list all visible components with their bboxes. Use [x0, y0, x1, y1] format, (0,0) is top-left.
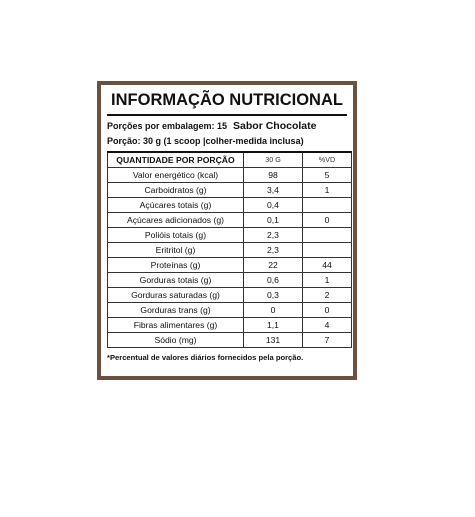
- nutrient-amount: 0,3: [244, 288, 303, 303]
- table-row: [108, 318, 352, 333]
- nutrient-amount: 131: [244, 333, 303, 348]
- nutrient-name: Carboidratos (g): [108, 183, 244, 198]
- nutrient-dv: 4: [303, 318, 352, 333]
- table-row: [108, 183, 352, 198]
- header-dv: %VD: [303, 152, 352, 168]
- nutrition-label: [101, 85, 353, 376]
- nutrient-dv: [303, 198, 352, 213]
- label-title: INFORMAÇÃO NUTRICIONAL: [107, 89, 347, 116]
- nutrition-table-body: [108, 168, 352, 348]
- nutrient-dv: 44: [303, 258, 352, 273]
- table-row: [108, 228, 352, 243]
- nutrient-dv: 1: [303, 183, 352, 198]
- nutrient-dv: 2: [303, 288, 352, 303]
- nutrient-amount: 1,1: [244, 318, 303, 333]
- table-row: [108, 258, 352, 273]
- nutrient-amount: 0,6: [244, 273, 303, 288]
- nutrient-dv: 0: [303, 213, 352, 228]
- nutrient-dv: 7: [303, 333, 352, 348]
- nutrient-name: Gorduras trans (g): [108, 303, 244, 318]
- nutrient-name: Valor energético (kcal): [108, 168, 244, 183]
- nutrient-name: Açúcares totais (g): [108, 198, 244, 213]
- nutrient-dv: 5: [303, 168, 352, 183]
- table-row: [108, 213, 352, 228]
- nutrient-amount: 0,1: [244, 213, 303, 228]
- nutrient-dv: 0: [303, 303, 352, 318]
- nutrient-amount: 2,3: [244, 243, 303, 258]
- nutrient-amount: 22: [244, 258, 303, 273]
- header-amount: 30 G: [244, 152, 303, 168]
- nutrient-name: Sódio (mg): [108, 333, 244, 348]
- flavor-text: Sabor Chocolate: [233, 120, 317, 132]
- table-row: [108, 303, 352, 318]
- table-row: [108, 288, 352, 303]
- nutrient-amount: 0,4: [244, 198, 303, 213]
- nutrition-table: [107, 151, 352, 348]
- table-row: [108, 168, 352, 183]
- nutrient-amount: 98: [244, 168, 303, 183]
- nutrition-label-frame: [97, 81, 357, 380]
- nutrient-amount: 0: [244, 303, 303, 318]
- table-header-row: [108, 152, 352, 168]
- nutrient-name: Fibras alimentares (g): [108, 318, 244, 333]
- servings-per-package: Porções por embalagem: 15: [107, 121, 228, 131]
- header-quantity: QUANTIDADE POR PORÇÃO: [108, 152, 244, 168]
- portion-size: Porção: 30 g (1 scoop |colher-medida inclusa): [107, 136, 304, 146]
- nutrient-name: Polióis totais (g): [108, 228, 244, 243]
- nutrient-name: Gorduras totais (g): [108, 273, 244, 288]
- nutrient-name: Açúcares adicionados (g): [108, 213, 244, 228]
- nutrient-dv: [303, 228, 352, 243]
- nutrient-amount: 2,3: [244, 228, 303, 243]
- nutrient-name: Gorduras saturadas (g): [108, 288, 244, 303]
- serving-info: [107, 120, 347, 132]
- nutrient-dv: 1: [303, 273, 352, 288]
- table-row: [108, 243, 352, 258]
- table-row: [108, 273, 352, 288]
- nutrient-dv: [303, 243, 352, 258]
- nutrient-amount: 3,4: [244, 183, 303, 198]
- table-row: [108, 333, 352, 348]
- table-row: [108, 198, 352, 213]
- nutrient-name: Eritritol (g): [108, 243, 244, 258]
- footnote: *Percentual de valores diários fornecidos pela porção.: [107, 353, 304, 362]
- nutrient-name: Proteínas (g): [108, 258, 244, 273]
